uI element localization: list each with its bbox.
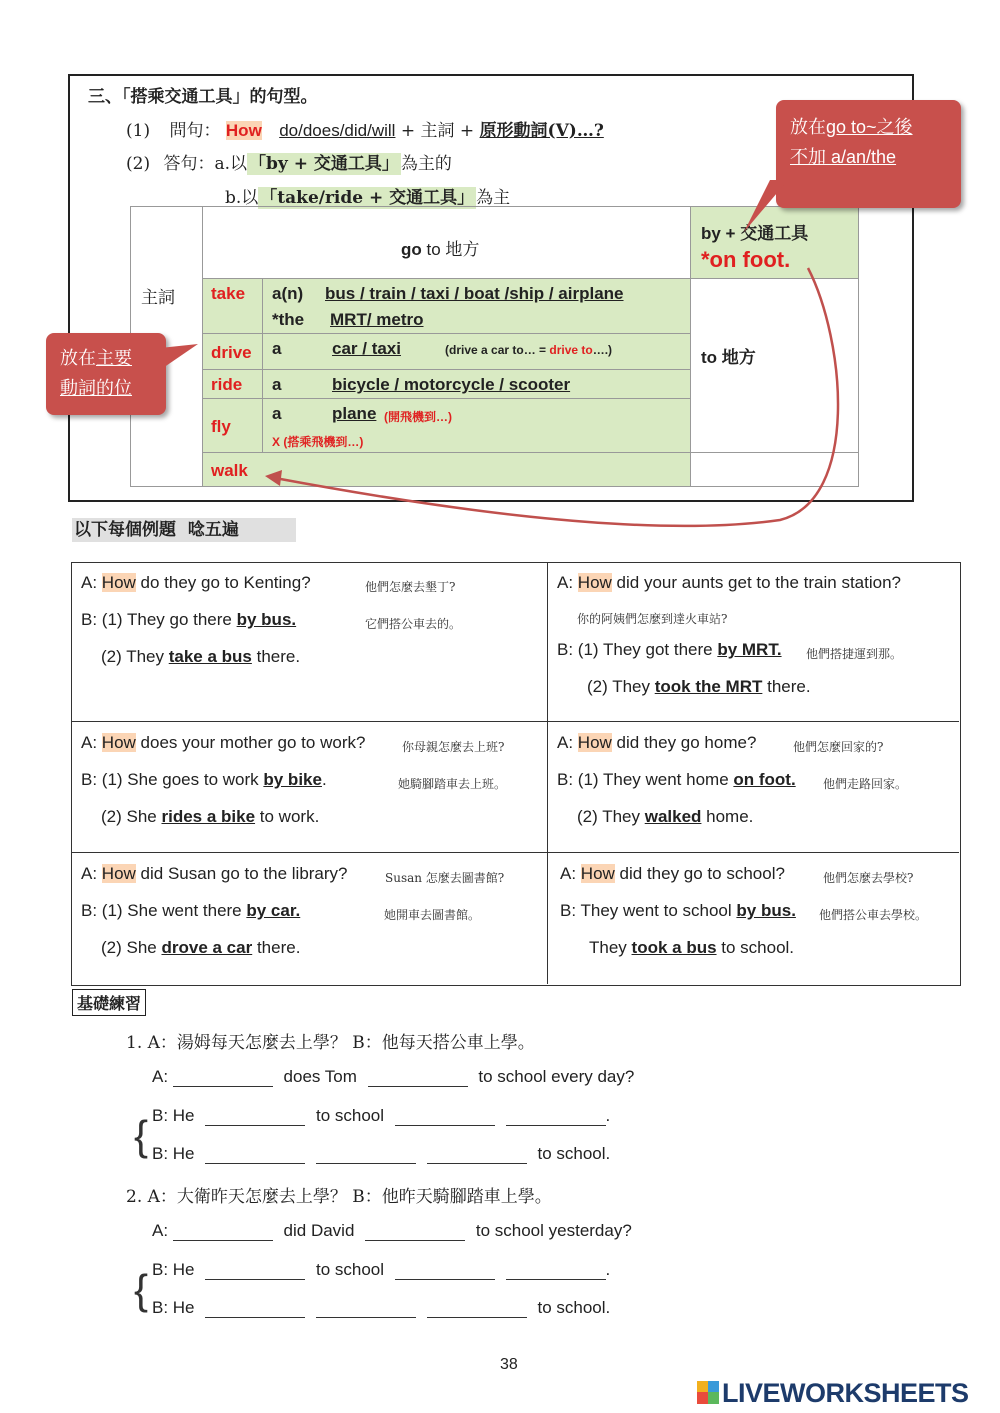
fly-objects: a plane (開飛機到…) X (搭乘飛機到…) (262, 398, 691, 453)
read-five-times-heading: 以下每個例題 唸五遍 (72, 518, 296, 542)
example-6-answer-1: B: They went to school by bus. (560, 901, 796, 920)
q1-blank-7[interactable] (316, 1147, 416, 1164)
q2-blank-8[interactable] (427, 1301, 527, 1318)
q1-blank-1[interactable] (173, 1070, 273, 1087)
logo-badge-icon (697, 1381, 719, 1405)
example-6-question-zh: 他們怎麼去學校? (823, 871, 914, 885)
q1-brace: { (134, 1112, 149, 1159)
example-1-answer-zh: 它們搭公車去的。 (365, 617, 462, 631)
example-3-answer-2: (2) She rides a bike to work. (101, 807, 320, 826)
page-number: 38 (500, 1356, 518, 1373)
example-2-answer-zh: 他們搭捷運到那。 (806, 647, 903, 661)
q2-blank-3[interactable] (205, 1263, 305, 1280)
section-title: 三、「搭乘交通工具」的句型。 (88, 87, 318, 107)
q1-answer-1: B: He to school . (152, 1106, 611, 1125)
example-1-question: A: How do they go to Kenting? (81, 573, 311, 592)
example-3-answer-zh: 她騎腳踏車去上班。 (398, 777, 507, 791)
example-1-question-zh: 他們怎麼去墾丁? (365, 580, 456, 594)
q2-blank-2[interactable] (365, 1224, 465, 1241)
take-objects: a(n) bus / train / taxi / boat /ship / airplane *the MRT/ metro (262, 278, 691, 334)
callout-after-go-to: 放在go to~之後 不加 a/an/the (776, 100, 961, 208)
verb-walk: walk (202, 452, 691, 487)
example-5-answer-2: (2) She drove a car there. (101, 938, 301, 957)
q1-blank-2[interactable] (368, 1070, 468, 1087)
example-2-question: A: How did your aunts get to the train station? (557, 573, 901, 592)
q1-blank-5[interactable] (506, 1109, 606, 1126)
practice-heading: 基礎練習 (72, 989, 146, 1016)
example-6-answer-2: They took a bus to school. (589, 938, 795, 957)
q2-blank-7[interactable] (316, 1301, 416, 1318)
drive-objects: a car / taxi (drive a car to… = drive to….) (262, 333, 691, 370)
go-to-place-header: go to 地方 (202, 206, 691, 279)
example-5-answer-zh: 她開車去圖書館。 (384, 908, 481, 922)
question-pattern-line: (1) 問句： How do/does/did/will + 主詞 + 原形動詞(V)…? (126, 121, 604, 141)
example-3-answer-1: B: (1) She goes to work by bike. (81, 770, 327, 789)
subject-cell: 主詞 (130, 206, 203, 487)
example-1-answer-1: B: (1) They go there by bus. (81, 610, 297, 629)
q1-blank-8[interactable] (427, 1147, 527, 1164)
q2-answer-1: B: He to school . (152, 1260, 611, 1279)
verb-drive: drive (202, 333, 263, 370)
example-4-question-zh: 他們怎麼回家的? (793, 740, 884, 754)
example-4-answer-1: B: (1) They went home on foot. (557, 770, 796, 789)
example-2-answer-1: B: (1) They got there by MRT. (557, 640, 782, 659)
q1-question-line: A: does Tom to school every day? (152, 1067, 635, 1086)
q2-answer-2: B: He to school. (152, 1298, 611, 1317)
ride-objects: a bicycle / motorcycle / scooter (262, 369, 691, 399)
callout-main-verb: 放在主要 動詞的位 (46, 333, 166, 415)
q1-blank-3[interactable] (205, 1109, 305, 1126)
q2-blank-1[interactable] (173, 1224, 273, 1241)
q2-blank-6[interactable] (205, 1301, 305, 1318)
example-4-question: A: How did they go home? (557, 733, 757, 752)
q2-blank-4[interactable] (395, 1263, 495, 1280)
q1-blank-6[interactable] (205, 1147, 305, 1164)
q1-answer-2: B: He to school. (152, 1144, 611, 1163)
example-5-question-zh: Susan 怎麼去圖書館? (385, 871, 505, 885)
to-place-cell: to 地方 (690, 278, 859, 453)
example-1-answer-2: (2) They take a bus there. (101, 647, 301, 666)
by-transport-header: by + 交通工具 *on foot. (690, 206, 859, 279)
answer-pattern-a: (2) 答句：a.以 「by + 交通工具」 為主的 (126, 154, 452, 174)
verb-ride: ride (202, 369, 263, 399)
example-5-question: A: How did Susan go to the library? (81, 864, 348, 883)
callout-left-pointer (160, 340, 202, 380)
q2-title: 2. A：大衛昨天怎麼去上學？ B：他昨天騎腳踏車上學。 (126, 1187, 552, 1207)
example-6-answer-zh: 他們搭公車去學校。 (819, 908, 928, 922)
example-3-question-zh: 你母親怎麼去上班? (402, 740, 505, 754)
example-6-question: A: How did they go to school? (560, 864, 785, 883)
example-5-answer-1: B: (1) She went there by car. (81, 901, 301, 920)
q1-title: 1. A：湯姆每天怎麼去上學？ B：他每天搭公車上學。 (126, 1033, 535, 1053)
callout-right-pointer (740, 180, 800, 240)
q1-blank-4[interactable] (395, 1109, 495, 1126)
verb-fly: fly (202, 398, 263, 453)
example-2-question-zh: 你的阿姨們怎麼到達火車站? (577, 612, 728, 626)
example-2-answer-2: (2) They took the MRT there. (587, 677, 811, 696)
example-4-answer-2: (2) They walked home. (577, 807, 754, 826)
empty-cell (690, 452, 859, 487)
q2-question-line: A: did David to school yesterday? (152, 1221, 632, 1240)
answer-pattern-b: b.以 「take/ride + 交通工具」 為主 (225, 188, 511, 208)
example-3-question: A: How does your mother go to work? (81, 733, 366, 752)
example-4-answer-zh: 他們走路回家。 (823, 777, 908, 791)
verb-take: take (202, 278, 263, 334)
q2-brace: { (134, 1266, 149, 1313)
q2-blank-5[interactable] (506, 1263, 606, 1280)
